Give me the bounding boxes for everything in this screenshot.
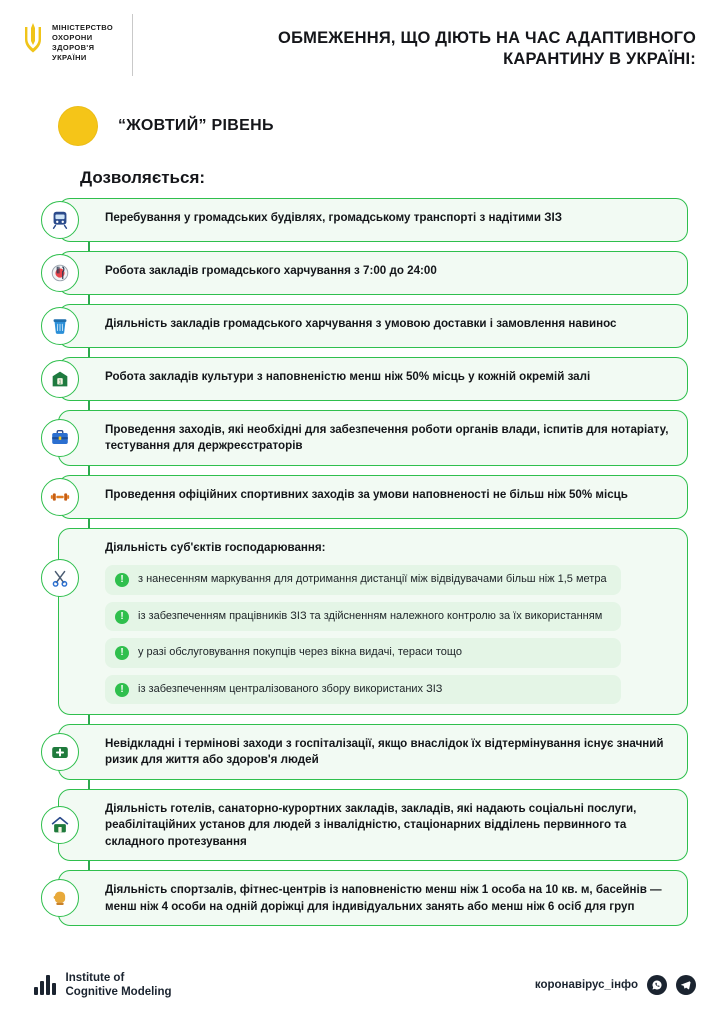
list-item [58, 724, 688, 780]
exclamation-bullet-icon: ! [115, 610, 129, 624]
footer-brand-line-2: Cognitive Modeling [65, 986, 172, 998]
list-item-text: Проведення заходів, які необхідні для забезпечення роботи органів влади, іспитів для нотаріату, тестування для держреєстраторів [105, 423, 669, 453]
telegram-icon[interactable] [676, 975, 696, 995]
medical-cross-icon [41, 733, 79, 771]
section-title: Дозволяється: [80, 168, 206, 187]
list-item [58, 357, 688, 401]
trident-emblem-icon [22, 22, 44, 54]
restrictions-list [0, 198, 724, 926]
fitness-glove-icon [41, 879, 79, 917]
level-row [0, 92, 724, 146]
sub-list-item-text: з нанесенням маркування для дотримання дистанції між відвідувачами більш ніж 1,5 метра [138, 573, 607, 586]
sub-list-item [105, 638, 621, 667]
list-item [58, 870, 688, 926]
list-item-text: Діяльність спортзалів, фітнес-центрів із наповненістю менш ніж 1 особа на 10 кв. м, басейнів — менш ніж 4 особи на одній доріжці для індивідуальних занять або менш ніж 6 осіб для груп [105, 883, 662, 913]
ministry-name [52, 22, 113, 64]
ministry-line-1: МІНІСТЕРСТВО [52, 23, 114, 32]
sub-list-item [105, 675, 621, 704]
culture-building-icon [41, 360, 79, 398]
footer-brand-line-1: Institute of [65, 971, 125, 984]
list-item-text: Невідкладні і термінові заходи з госпіталізації, якщо внаслідок їх відтермінування існує значний ризик для життя або здоров'я людей [105, 736, 664, 767]
ministry-logo [22, 14, 113, 64]
footer-channel-tag: коронавірус_інфо [534, 979, 638, 991]
list-item-text: Проведення офіційних спортивних заходів за умови наповненості не більш ніж 50% місць [105, 487, 628, 501]
list-item-text: Діяльність суб'єктів господарювання: [105, 540, 326, 554]
list-item-text: Робота закладів культури з наповненістю менш ніж 50% місць у кожній окремій залі [105, 370, 591, 383]
list-item [58, 304, 688, 348]
list-item-text: Діяльність закладів громадського харчування з умовою доставки і замовлення навинос [105, 317, 617, 330]
ministry-line-4: УКРАЇНИ [52, 53, 87, 63]
yellow-level-dot-icon [58, 106, 98, 146]
page-title: ОБМЕЖЕННЯ, ЩО ДІЮТЬ НА ЧАС АДАПТИВНОГО КАРАНТИНУ В УКРАЇНІ: [278, 29, 696, 69]
footer-brand-name [66, 971, 172, 1000]
scissors-icon [41, 559, 79, 597]
header-divider [132, 14, 133, 76]
exclamation-bullet-icon: ! [115, 646, 129, 660]
list-item [58, 251, 688, 295]
sub-list-item-text: із забезпеченням централізованого збору використаних ЗІЗ [138, 682, 443, 695]
list-item [58, 528, 688, 715]
whatsapp-icon[interactable] [647, 975, 667, 995]
ministry-line-3: ЗДОРОВ'Я [52, 43, 95, 53]
list-item-text: Робота закладів громадського харчування з 7:00 до 24:00 [105, 264, 437, 277]
hotel-house-icon [41, 806, 79, 844]
sub-list-item-text: у разі обслуговування покупців через вікна видачі, тераси тощо [138, 646, 462, 659]
sub-list-item [105, 602, 621, 631]
equalizer-bars-icon [34, 975, 56, 995]
dumbbell-icon [41, 478, 79, 516]
exclamation-bullet-icon: ! [115, 683, 129, 697]
list-item [58, 410, 688, 466]
ministry-line-2: ОХОРОНИ [52, 33, 93, 43]
sub-list [105, 565, 673, 704]
list-item [58, 475, 688, 519]
plate-cutlery-icon [41, 254, 79, 292]
sub-list-item [105, 565, 621, 594]
list-item-text: Діяльність готелів, санаторно-курортних закладів, закладів, які надають соціальні послуги, реабілітаційних установ для людей з інвалідністю, стаціонарних відділень первинного та складного протезування [105, 801, 637, 848]
list-item [58, 198, 688, 242]
page-footer [0, 946, 724, 1024]
briefcase-icon [41, 419, 79, 457]
footer-brand-block [34, 971, 172, 1000]
list-item [58, 789, 688, 861]
page-header [0, 0, 724, 92]
takeaway-cup-icon [41, 307, 79, 345]
footer-contacts [535, 975, 696, 995]
exclamation-bullet-icon: ! [115, 573, 129, 587]
sub-list-item-text: із забезпеченням працівників ЗІЗ та здійсненням належного контролю за їх використанням [138, 609, 603, 622]
svg-text:1: 1 [58, 379, 62, 386]
train-transport-icon [41, 201, 79, 239]
level-label: “ЖОВТИЙ” РІВЕНЬ [118, 117, 274, 134]
list-item-text: Перебування у громадських будівлях, громадському транспорті з надітими ЗІЗ [105, 211, 562, 224]
